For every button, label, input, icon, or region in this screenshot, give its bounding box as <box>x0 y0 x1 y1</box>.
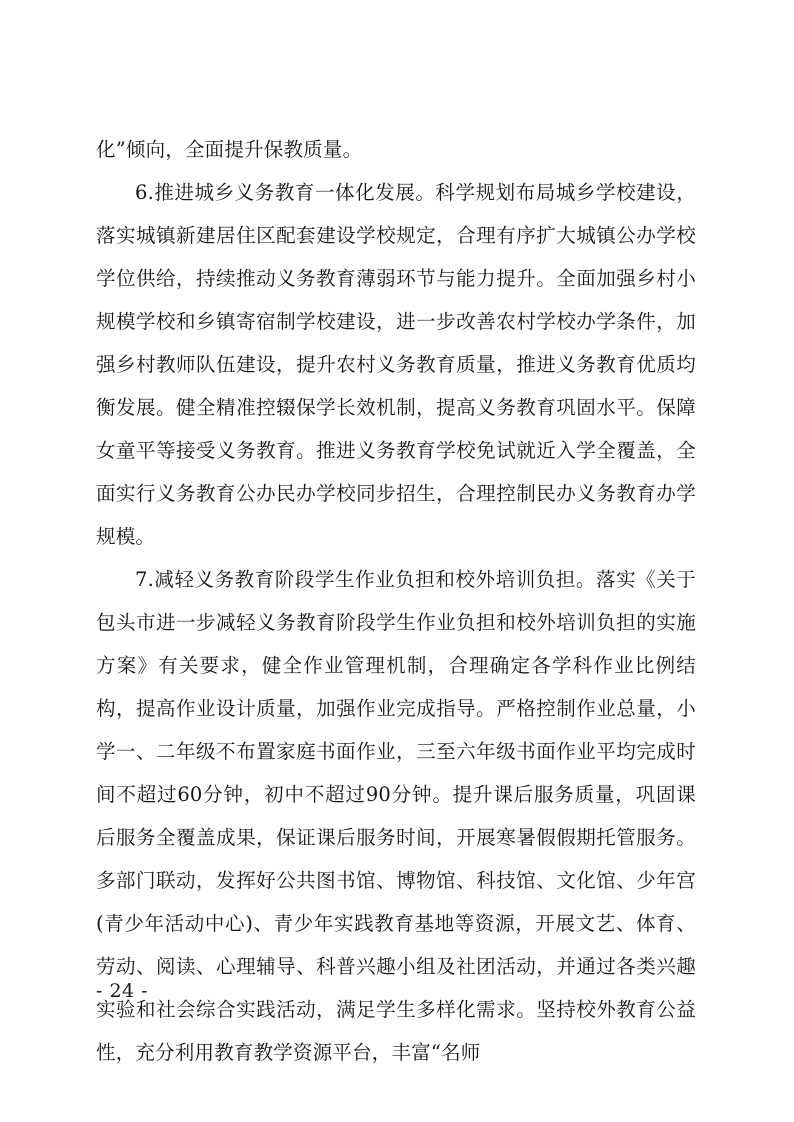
page-body <box>96 128 696 1074</box>
paragraph-item-6: 6.推进城乡义务教育一体化发展。科学规划布局城乡学校建设，落实城镇新建居住区配套建设学校规定，合理有序扩大城镇公办学校学位供给，持续推动义务教育薄弱环节与能力提升。全面加强乡村小规模学校和乡镇寄宿制学校建设，进一步改善农村学校办学条件，加强乡村教师队伍建设，提升农村义务教育质量，推进义务教育优质均衡发展。健全精准控辍保学长效机制，提高义务教育巩固水平。保障女童平等接受义务教育。推进义务教育学校免试就近入学全覆盖，全面实行义务教育公办民办学校同步招生，合理控制民办义务教育办学规模。 <box>96 181 696 548</box>
paragraph-item-7: 7.减轻义务教育阶段学生作业负担和校外培训负担。落实《关于包头市进一步减轻义务教育阶段学生作业负担和校外培训负担的实施方案》有关要求，健全作业管理机制，合理确定各学科作业比例结构，提高作业设计质量，加强作业完成指导。严格控制作业总量，小学一、二年级不布置家庭书面作业，三至六年级书面作业平均完成时间不超过60分钟，初中不超过90分钟。提升课后服务质量，巩固课后服务全覆盖成果，保证课后服务时间，开展寒暑假假期托管服务。多部门联动，发挥好公共图书馆、博物馆、科技馆、文化馆、少年宫(青少年活动中心)、青少年实践教育基地等资源，开展文艺、体育、劳动、阅读、心理辅导、科普兴趣小组及社团活动，并通过各类兴趣实验和社会综合实践活动，满足学生多样化需求。坚持校外教育公益性，充分利用教育教学资源平台，丰富“名师 <box>96 568 696 1064</box>
paragraph-continuation: 化”倾向，全面提升保教质量。 <box>96 138 363 161</box>
page-number: - 24 - <box>96 980 149 1002</box>
